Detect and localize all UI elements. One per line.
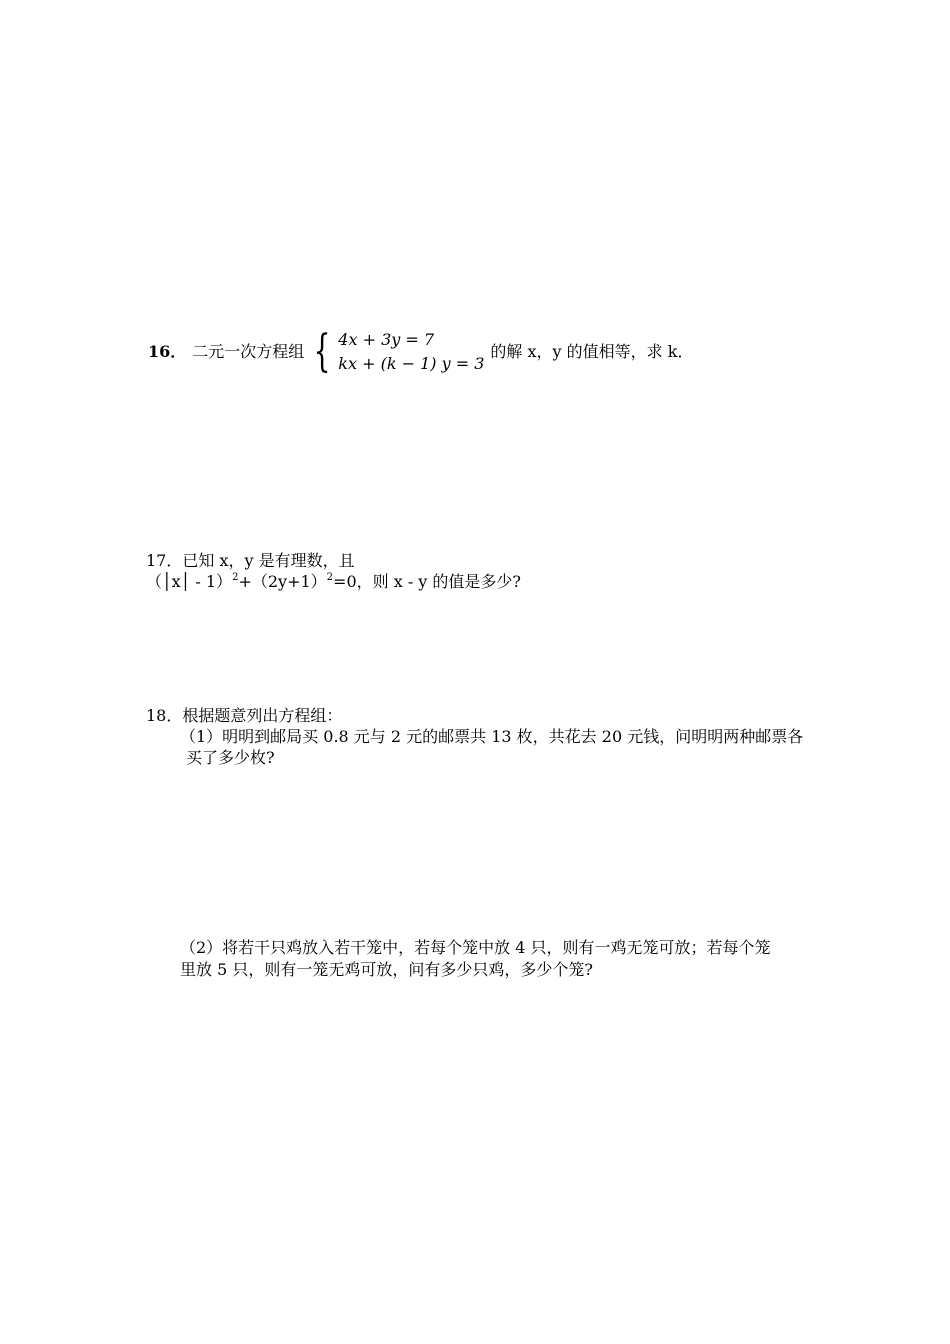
question-18-part2-line1: （2）将若干只鸡放入若干笼中，若每个笼中放 4 只，则有一鸡无笼可放；若每个笼 <box>180 938 771 957</box>
question-17-sup2: 2 <box>326 572 334 583</box>
question-18-title: 18．根据题意列出方程组： <box>146 706 343 725</box>
question-18-part1-line2: 买了多少枚? <box>186 748 275 767</box>
equation-2: kx + (k − 1) y = 3 <box>338 354 485 373</box>
question-17-expr-b: +（2y+1） <box>238 572 327 591</box>
question-16-number: 16． <box>148 342 187 361</box>
equation-system <box>338 328 484 376</box>
question-17-sup1: 2 <box>232 572 239 583</box>
question-18-part1-line1: （1）明明到邮局买 0.8 元与 2 元的邮票共 13 枚，共花去 20 元钱，问明明两种邮票各 <box>180 727 804 746</box>
question-16-prefix: 二元一次方程组 <box>192 342 305 361</box>
question-17-line2 <box>146 572 521 595</box>
question-16-suffix: 的解 x，y 的值相等，求 k． <box>490 342 694 361</box>
question-16 <box>148 326 694 377</box>
question-18-part2-line2: 里放 5 只，则有一笼无鸡可放，问有多少只鸡，多少个笼? <box>180 960 593 979</box>
question-17-expr-a: （│x│ - 1） <box>146 572 233 591</box>
brace-symbol: { <box>313 326 331 377</box>
question-17-expr-c: =0，则 x - y 的值是多少? <box>333 572 522 591</box>
equation-1: 4x + 3y = 7 <box>338 330 435 349</box>
question-17-line1: 17．已知 x，y 是有理数，且 <box>146 551 355 570</box>
